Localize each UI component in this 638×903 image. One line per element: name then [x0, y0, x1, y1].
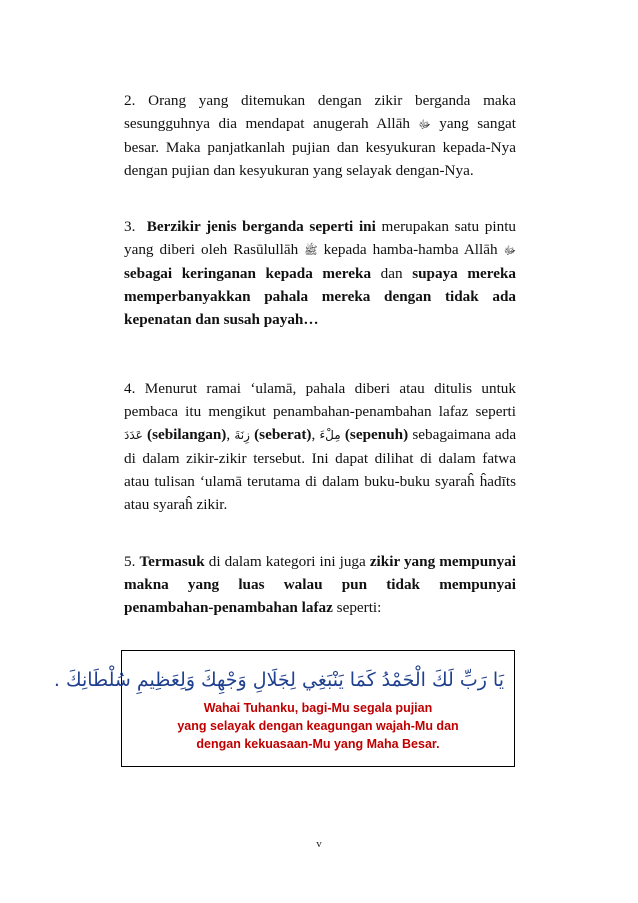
paragraph-5-bold-phrase: zikir yang mempunyai makna yang luas walau pun tidak mempunyai penambahan-penambahan lafaz [124, 553, 516, 616]
paragraph-2-text-end: yang sangat besar. Maka panjatkanlah pujian dan kesyukuran kepada-Nya dengan pujian dan kesyukuran yang selayak dengan-Nya. [124, 115, 517, 179]
paragraph-2-text: 2. Orang yang ditemukan dengan zikir berganda maka sesungguhnya dia mendapat anugerah Allāh [124, 92, 516, 132]
term-sebilangan: (sebilangan) [147, 426, 227, 443]
paragraph-3-bold-phrase: Berzikir jenis berganda seperti ini [146, 218, 376, 235]
paragraph-3-text-1: merupakan satu pintu yang diberi oleh Rasūlullāh [124, 218, 517, 258]
allah-honorific-glyph: ﷻ [418, 118, 431, 131]
paragraph-5-text-2: seperti: [336, 599, 382, 616]
paragraph-3-text-3: dan [380, 265, 403, 282]
prophet-honorific-glyph: ﷺ [304, 244, 318, 257]
paragraph-3-bold-phrase-3: supaya mereka memperbanyakkan pahala mereka dengan tidak ada kepenatan dan susah payah… [124, 265, 517, 328]
paragraph-5-bold-word: Termasuk [139, 553, 205, 570]
paragraph-3-text-2: kepada hamba-hamba Allāh [323, 241, 498, 258]
paragraph-5-number: 5. [124, 553, 136, 570]
paragraph-3-bold-phrase-2: sebagai keringanan kepada mereka [124, 265, 372, 282]
dua-box [53, 650, 515, 767]
paragraph-5 [124, 550, 516, 619]
paragraph-2 [124, 89, 516, 182]
term-seberat: (seberat) [254, 426, 312, 443]
paragraph-3 [124, 215, 516, 331]
paragraph-4-text-1: 4. Menurut ramai ‘ulamā, pahala diberi atau ditulis untuk pembaca itu mengikut penambahan-penambahan lafaz seperti [124, 380, 516, 420]
allah-honorific-glyph: ﷻ [503, 244, 517, 257]
dua-translation [130, 699, 506, 753]
dua-translation-line: yang selayak dengan keagungan wajah-Mu dan [177, 719, 459, 733]
arabic-word-mila: مِلْءَ [319, 428, 341, 442]
dua-arabic-text: يَا رَبِّ لَكَ الْحَمْدُ كَمَا يَنْبَغِي لِجَلَالِ وَجْهِكَ وَلِعَظِيمِ سُلْطَانِكَ . [53, 669, 504, 691]
paragraph-5-text-1: di dalam kategori ini juga [208, 553, 366, 570]
paragraph-4-text-2: sebagaimana ada di dalam zikir-zikir tersebut. Ini dapat dilihat di dalam fatwa atau tulisan ‘ulamā terutama di dalam buku-buku syaraĥ ĥadīts atau syaraĥ zikir. [124, 426, 517, 513]
arabic-word-zinata: زِنَةَ [234, 428, 250, 442]
arabic-word-adada: عَدَدَ [124, 428, 143, 442]
paragraph-4: 4. Menurut ramai ‘ulamā, pahala diberi atau ditulis untuk pembaca itu mengikut penambahan-penambahan lafaz seperti عَدَدَ (sebilangan), زِنَةَ (seberat), مِلْءَ (sepenuh) sebagaimana ada di dalam zikir-zikir tersebut. Ini dapat dilihat di dalam fatwa atau tulisan ‘ulamā terutama di dalam buku-buku syaraĥ ĥadīts atau syaraĥ zikir. [124, 380, 517, 513]
term-sepenuh: (sepenuh) [344, 426, 409, 443]
paragraph-3-number: 3. [124, 218, 136, 235]
page-number: v [316, 838, 322, 850]
dua-translation-line: Wahai Tuhanku, bagi-Mu segala pujian [203, 701, 433, 715]
dua-translation-line: dengan kekuasaan-Mu yang Maha Besar. [196, 737, 440, 751]
